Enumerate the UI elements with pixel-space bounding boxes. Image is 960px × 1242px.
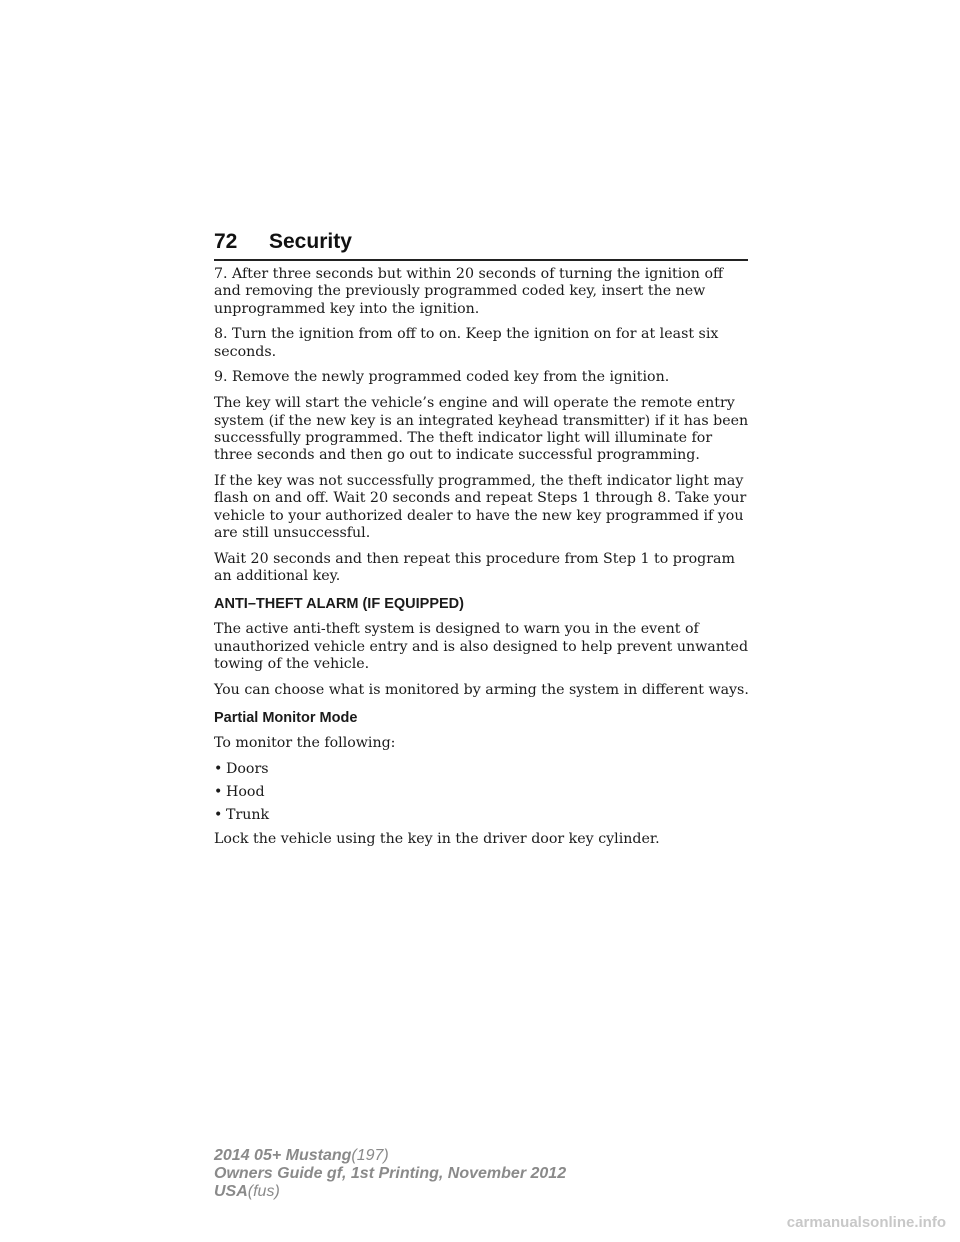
bullet-icon: • <box>214 760 223 777</box>
arming-paragraph: You can choose what is monitored by arming the system in different ways. <box>214 681 749 698</box>
bullet-icon: • <box>214 807 223 824</box>
footer-line-3 <box>214 1183 566 1201</box>
list-item <box>214 784 754 801</box>
failure-paragraph: If the key was not successfully programmed, the theft indicator light may flash on and off. Wait 20 seconds and repeat Steps 1 through 8. Take your vehicle to your authorized dealer to have the new key programmed if you are still unsuccessful. <box>214 472 747 541</box>
step-8-paragraph: 8. Turn the ignition from off to on. Keep the ignition on for at least six seconds. <box>214 326 719 360</box>
list-item-label: Trunk <box>226 807 270 824</box>
page-number: 72 <box>214 230 238 253</box>
alarm-description-paragraph: The active anti-theft system is designed to warn you in the event of unauthorized vehicle entry and is also designed to help prevent unwanted towing of the vehicle. <box>214 621 749 672</box>
page-content <box>214 266 754 856</box>
monitor-intro: To monitor the following: <box>214 734 396 751</box>
page-footer <box>214 1147 566 1201</box>
page-header <box>214 229 748 261</box>
list-item-label: Doors <box>226 760 269 777</box>
step-9-paragraph: 9. Remove the newly programmed coded key from the ignition. <box>214 369 670 386</box>
additional-key-paragraph: Wait 20 seconds and then repeat this procedure from Step 1 to program an additional key. <box>214 550 735 584</box>
step-7-paragraph: 7. After three seconds but within 20 seconds of turning the ignition off and removing the previously programmed coded key, insert the new unprogrammed key into the ignition. <box>214 266 724 317</box>
footer-page-code: (197) <box>351 1147 389 1164</box>
list-item <box>214 807 754 824</box>
list-item-label: Hood <box>226 784 265 801</box>
footer-line-2 <box>214 1165 566 1183</box>
footer-line-1 <box>214 1147 566 1165</box>
success-paragraph: The key will start the vehicle’s engine and will operate the remote entry system (if the new key is an integrated keyhead transmitter) if it has been successfully programmed. The theft indicator light will illuminate for three seconds and then go out to indicate successful programming. <box>214 395 749 464</box>
closing-paragraph: Lock the vehicle using the key in the driver door key cylinder. <box>214 830 660 847</box>
site-watermark: carmanualsonline.info <box>786 1214 946 1231</box>
footer-market: USA <box>214 1183 248 1200</box>
monitor-list <box>214 761 754 825</box>
footer-market-code: (fus) <box>247 1183 280 1200</box>
bullet-icon: • <box>214 784 223 801</box>
partial-monitor-heading: Partial Monitor Mode <box>214 709 358 726</box>
footer-model: 2014 05+ Mustang <box>214 1147 352 1164</box>
alarm-heading: ANTI–THEFT ALARM (IF EQUIPPED) <box>214 596 464 613</box>
footer-guide-info: Owners Guide gf, 1st Printing, November 2012 <box>214 1165 567 1182</box>
section-title: Security <box>269 230 352 253</box>
list-item <box>214 761 754 778</box>
